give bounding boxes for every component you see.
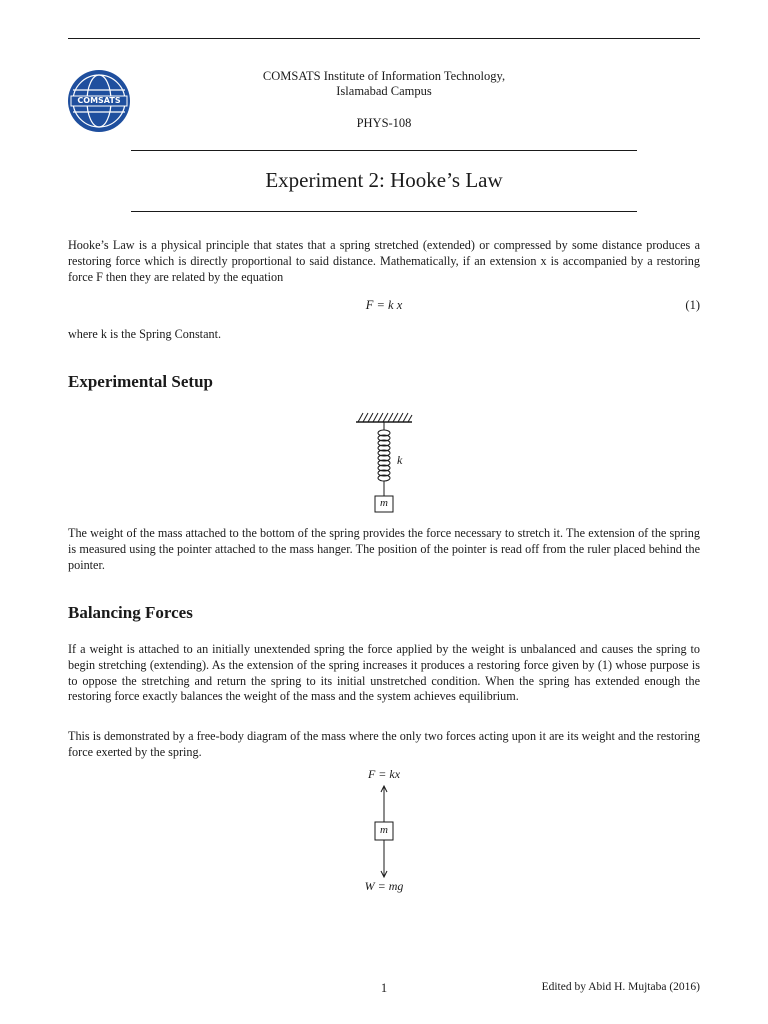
balancing-heading: Balancing Forces xyxy=(68,603,193,622)
comsats-logo xyxy=(68,70,130,132)
spring-constant-label: k xyxy=(397,453,403,467)
course-code: PHYS-108 xyxy=(356,116,412,130)
title-rule-top xyxy=(131,150,637,151)
top-rule xyxy=(68,38,700,39)
mass-label: m xyxy=(380,497,388,509)
balancing-paragraph-1: If a weight is attached to an initially unextended spring the force applied by the weight is unbalanced and causes the spring to begin stretching (extending). As the extension of the spring increases it produces a restoring force given by (1) whose purpose is to oppose the stretching and return the spring to its initial unstretched condition. When the spring has extended enough the restoring force exactly balances the weight of the mass and the system achieves equilibrium. xyxy=(68,642,700,704)
page-title: Experiment 2: Hooke’s Law xyxy=(265,168,503,192)
page-number: 1 xyxy=(380,981,388,995)
footer-credit: Edited by Abid H. Mujtaba (2016) xyxy=(541,981,700,993)
institute-line-1: COMSATS Institute of Information Technology, xyxy=(262,69,506,83)
setup-heading: Experimental Setup xyxy=(68,372,213,391)
title-rule-bottom xyxy=(131,211,637,212)
intro-paragraph: Hooke’s Law is a physical principle that states that a spring stretched (extended) or compressed by some distance produces a restoring force which is directly proportional to said distance. Mathematically, if an extension x is accompanied by a restoring force F then they are related by the equation xyxy=(68,238,700,284)
restoring-force-label: F = kx xyxy=(367,767,401,781)
setup-paragraph: The weight of the mass attached to the bottom of the spring provides the force necessary to stretch it. The extension of the spring is measured using the pointer attached to the mass hanger. The position of the pointer is read off from the ruler placed behind the pointer. xyxy=(68,526,700,572)
institute-line-2: Islamabad Campus xyxy=(336,84,432,98)
balancing-paragraph-2: This is demonstrated by a free-body diagram of the mass where the only two forces acting upon it are its weight and the restoring force exerted by the spring. xyxy=(68,729,700,759)
institute-name xyxy=(134,69,634,99)
fbd-mass-label: m xyxy=(380,824,388,836)
equation: F = k x xyxy=(365,298,403,312)
logo-text: COMSATS xyxy=(77,96,121,105)
equation-number: (1) xyxy=(685,298,700,312)
spring-constant-note: where k is the Spring Constant. xyxy=(68,327,222,341)
weight-label: W = mg xyxy=(364,879,404,893)
